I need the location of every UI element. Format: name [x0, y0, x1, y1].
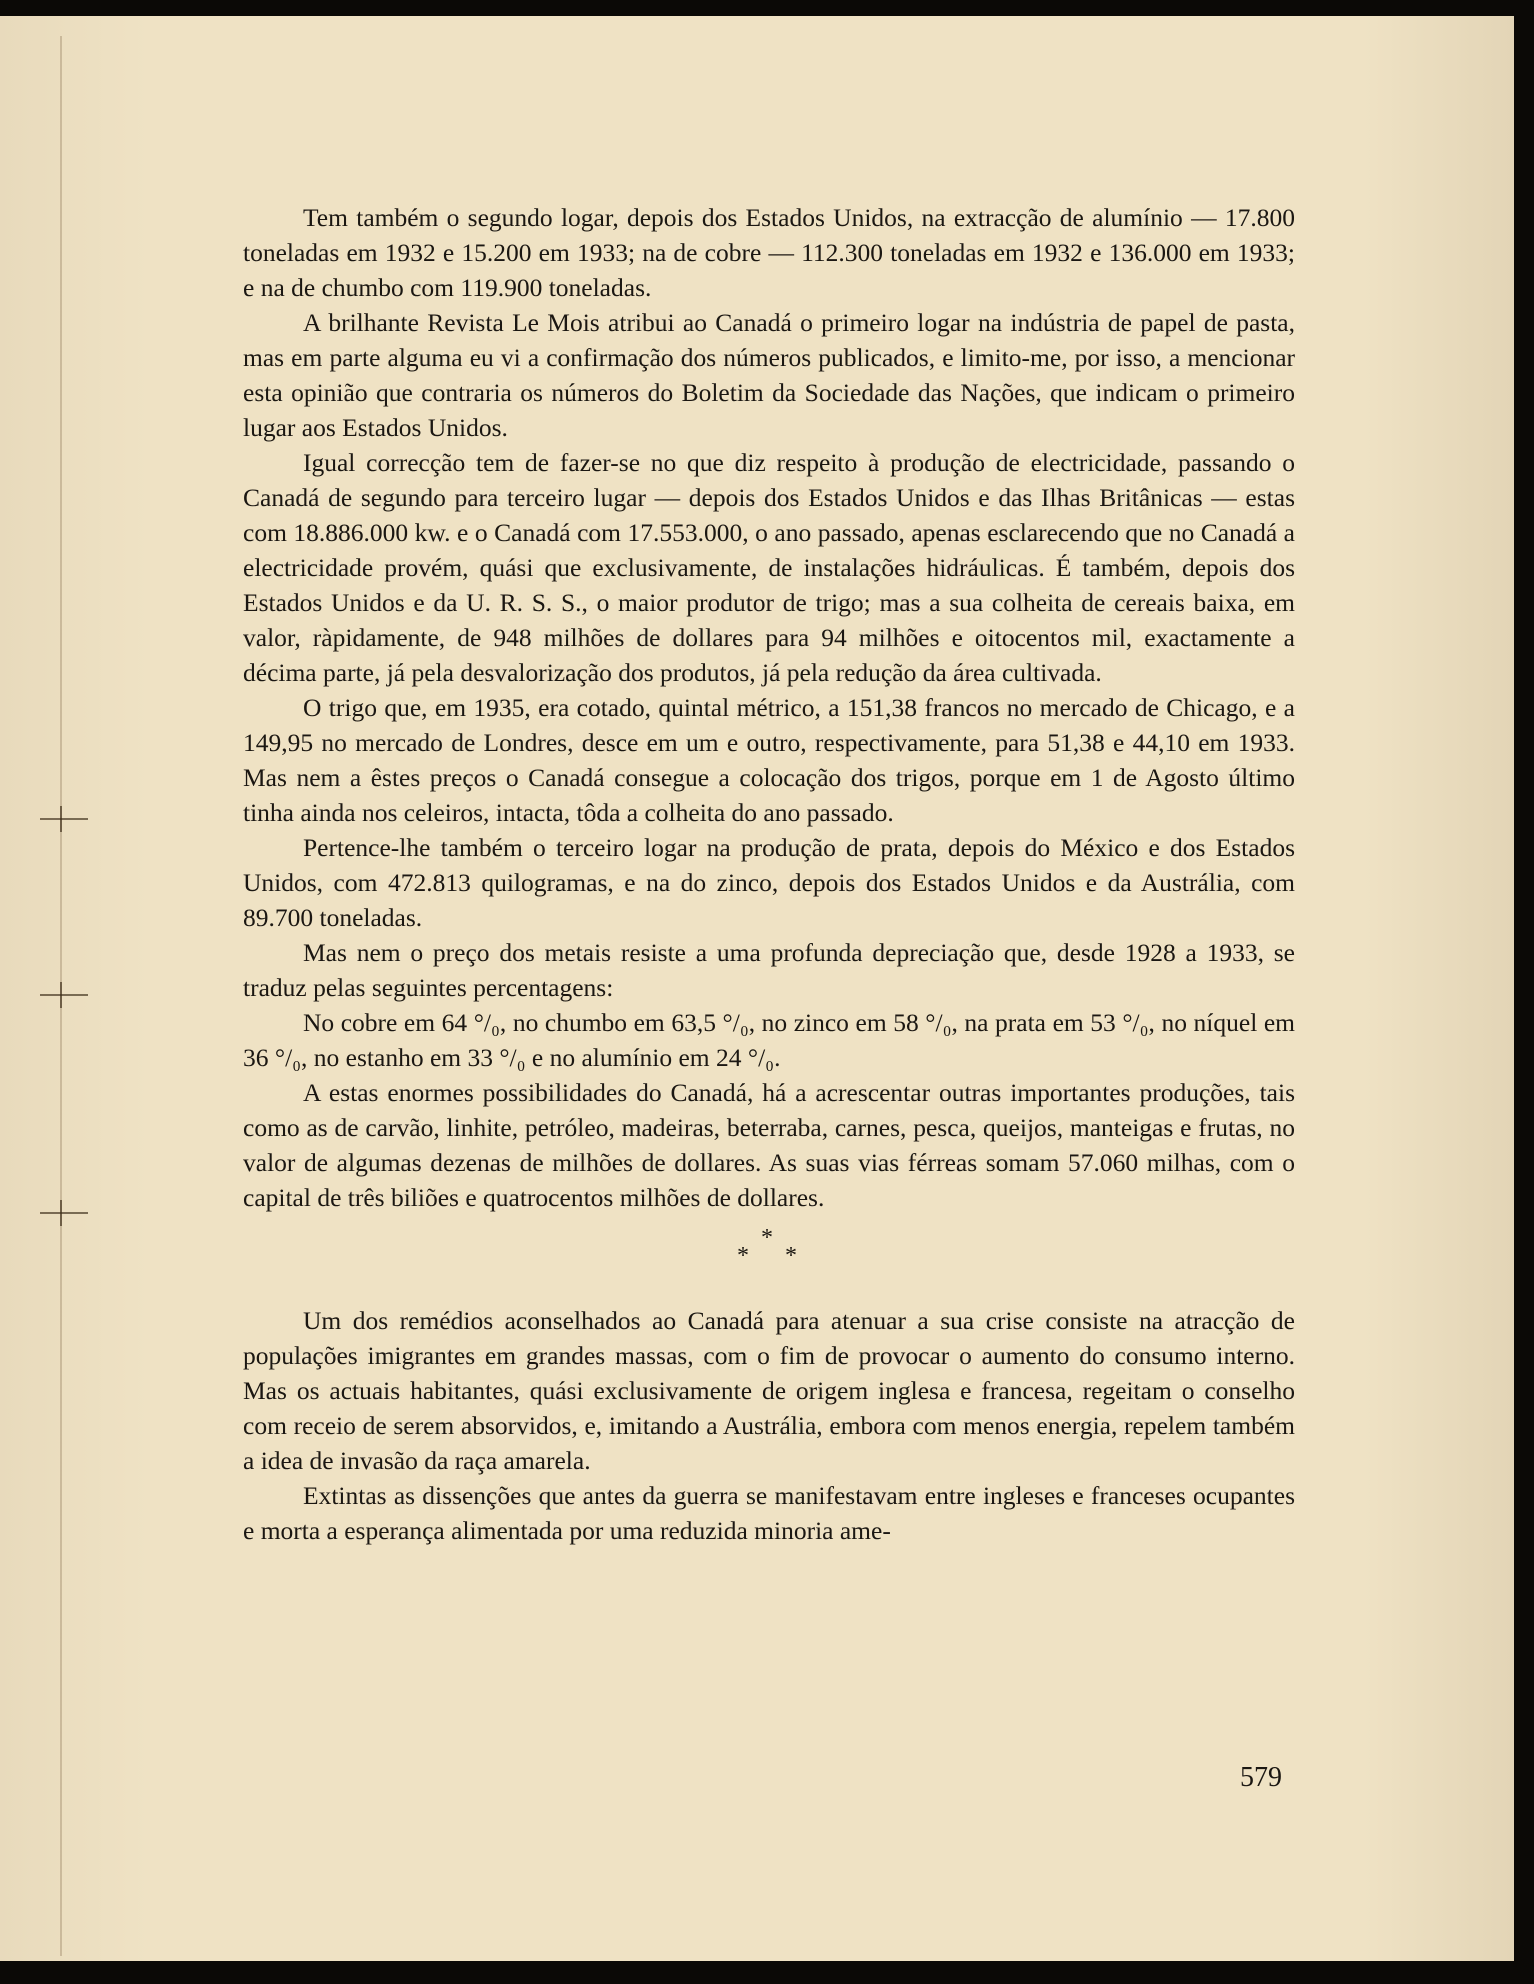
section-separator [243, 1221, 1295, 1281]
scanned-page [0, 16, 1514, 1961]
paragraph: A brilhante Revista Le Mois atribui ao Canadá o primeiro logar na indústria de papel de pasta, mas em parte alguma eu vi a confirmação dos números publicados, e limito-me, por isso, a mencionar esta opinião que contraria os números do Boletim da Sociedade das Nações, que indicam o primeiro lugar aos Estados Unidos. [243, 308, 1295, 442]
margin-tick [40, 818, 88, 820]
margin-tick [40, 1212, 88, 1214]
paragraph: O trigo que, em 1935, era cotado, quintal métrico, a 151,38 francos no mercado de Chicago, e a 149,95 no mercado de Londres, desce em um e outro, respectivamente, para 51,38 e 44,10 em 1933. Mas nem a êstes preços o Canadá consegue a colocação dos trigos, porque em 1 de Agosto último tinha ainda nos celeiros, intacta, tôda a colheita do ano passado. [243, 693, 1295, 827]
margin-tick [60, 1200, 62, 1226]
paragraph: Um dos remédios aconselhados ao Canadá para atenuar a sua crise consiste na atracção de populações imigrantes em grandes massas, com o fim de provocar o aumento do consumo interno. Mas os actuais habitantes, quási exclusivamente de origem inglesa e francesa, regeitam o conselho com receio de serem absorvidos, e, imitando a Austrália, embora com menos energia, repelem também a idea de invasão da raça amarela. [243, 1306, 1295, 1475]
paragraph: Igual correcção tem de fazer-se no que diz respeito à produção de electricidade, passando o Canadá de segundo para terceiro lugar — depois dos Estados Unidos e das Ilhas Britânicas — estas com 18.886.000 kw. e o Canadá com 17.553.000, o ano passado, apenas esclarecendo que no Canadá a electricidade provém, quási que exclusivamente, de instalações hidráulicas. É também, depois dos Estados Unidos e da U. R. S. S., o maior produtor de trigo; mas a sua colheita de cereais baixa, em valor, ràpidamente, de 948 milhões de dollares para 94 milhões e oitocentos mil, exactamente a décima parte, já pela desvalorização dos produtos, já pela redução da área cultivada. [243, 448, 1295, 687]
separator-star: * [761, 1225, 773, 1251]
paragraph: Pertence-lhe também o terceiro logar na produção de prata, depois do México e dos Estados Unidos, com 472.813 quilogramas, e na do zinco, depois dos Estados Unidos e da Austrália, com 89.700 toneladas. [243, 833, 1295, 932]
paragraph: Tem também o segundo logar, depois dos Estados Unidos, na extracção de alumínio — 17.800 toneladas em 1932 e 15.200 em 1933; na de cobre — 112.300 toneladas em 1932 e 136.000 em 1933; e na de chumbo com 119.900 toneladas. [243, 203, 1295, 302]
page-number: 579 [1240, 1762, 1282, 1793]
paragraph: Mas nem o preço dos metais resiste a uma profunda depreciação que, desde 1928 a 1933, se traduz pelas seguintes percentagens: [243, 938, 1295, 1002]
separator-star: * [785, 1243, 797, 1269]
margin-tick [40, 994, 88, 996]
separator-star: * [737, 1243, 749, 1269]
margin-tick [60, 982, 62, 1008]
paragraph: No cobre em 64 °/₀, no chumbo em 63,5 °/₀, no zinco em 58 °/₀, na prata em 53 °/₀, no níquel em 36 °/₀, no estanho em 33 °/₀ e no alumínio em 24 °/₀. [243, 1008, 1295, 1072]
body-text [243, 200, 1295, 1548]
paragraph: Extintas as dissenções que antes da guerra se manifestavam entre ingleses e franceses ocupantes e morta a esperança alimentada por uma reduzida minoria ame- [243, 1481, 1295, 1545]
paragraph: A estas enormes possibilidades do Canadá, há a acrescentar outras importantes produções, tais como as de carvão, linhite, petróleo, madeiras, beterraba, carnes, pesca, queijos, manteigas e frutas, no valor de algumas dezenas de milhões de dollares. As suas vias férreas somam 57.060 milhas, com o capital de três biliões e quatrocentos milhões de dollares. [243, 1078, 1295, 1212]
margin-tick [60, 806, 62, 832]
